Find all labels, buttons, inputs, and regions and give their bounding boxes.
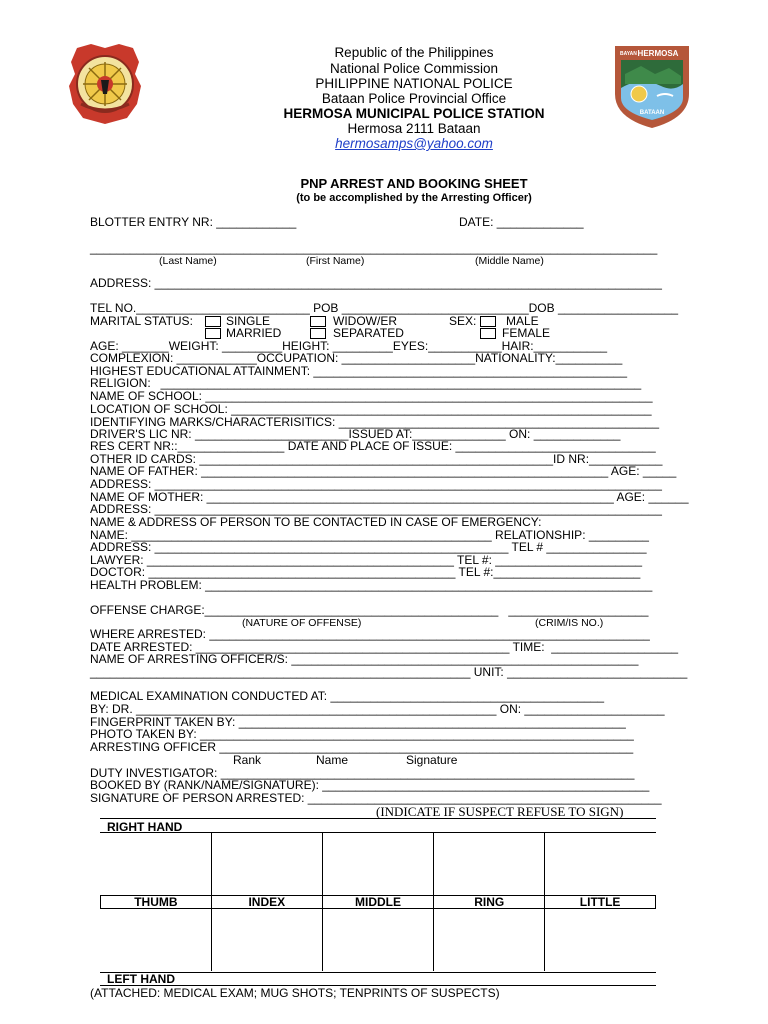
right-thumb-print[interactable] — [101, 832, 212, 895]
doctor-exam-field[interactable]: BY: DR. ______________________________________________________ ON: _____________________ — [90, 702, 665, 716]
finger-label-thumb: THUMB — [101, 895, 212, 908]
health-problem-field[interactable]: HEALTH PROBLEM: ___________________________________________________________________ — [90, 578, 653, 592]
tel-pob-dob-field[interactable]: TEL NO.__________________________ POB ____________________________DOB __________________ — [90, 301, 679, 315]
finger-label-ring: RING — [434, 895, 545, 908]
signature-caption: Signature — [406, 753, 458, 767]
name-line[interactable]: _____________________________________________________________________________________ — [90, 241, 658, 255]
physical-attributes-field[interactable]: AGE: _______WEIGHT: _________HEIGHT: _________EYES:___________HAIR:___________ — [90, 339, 608, 353]
single-label: SINGLE — [226, 314, 271, 328]
header-napolcom: National Police Commission — [329, 61, 499, 76]
separated-checkbox[interactable] — [310, 328, 326, 339]
left-little-print[interactable] — [545, 908, 656, 971]
header-station: HERMOSA MUNICIPAL POLICE STATION — [283, 106, 545, 121]
lawyer-field[interactable]: LAWYER: ______________________________________________ TEL #: ______________________ — [90, 553, 643, 567]
school-location-field[interactable]: LOCATION OF SCHOOL: _______________________________________________________________ — [90, 402, 652, 416]
mother-address-field[interactable]: ADDRESS: ____________________________________________________________________________ — [90, 502, 662, 516]
right-hand-print-grid — [100, 832, 656, 971]
widower-checkbox[interactable] — [310, 316, 326, 327]
separated-label: SEPARATED — [333, 326, 404, 340]
refuse-to-sign-note: (INDICATE IF SUSPECT REFUSE TO SIGN) — [376, 804, 624, 819]
res-cert-field[interactable]: RES CERT NR::________________ DATE AND PLACE OF ISSUE: ______________________________ — [90, 439, 656, 453]
female-checkbox[interactable] — [480, 328, 496, 339]
education-field[interactable]: HIGHEST EDUCATIONAL ATTAINMENT: _______________________________________________ — [90, 364, 628, 378]
school-name-field[interactable]: NAME OF SCHOOL: ___________________________________________________________________ — [90, 389, 653, 403]
suspect-signature-field[interactable]: SIGNATURE OF PERSON ARRESTED: _____________________________________________________ — [90, 791, 662, 805]
first-name-caption: (First Name) — [306, 255, 365, 267]
header-republic: Republic of the Philippines — [334, 45, 494, 60]
offense-charge-field[interactable]: OFFENSE CHARGE:____________________________________________ _____________________ — [90, 603, 649, 617]
complexion-occupation-field[interactable]: COMPLEXION: ____________OCCUPATION: ____________________NATIONALITY:__________ — [90, 351, 623, 365]
arresting-officers-field[interactable]: NAME OF ARRESTING OFFICER/S: ____________________________________________________ — [90, 652, 639, 666]
left-thumb-print[interactable] — [101, 908, 212, 971]
married-checkbox[interactable] — [205, 328, 221, 339]
right-little-print[interactable] — [545, 832, 656, 895]
where-arrested-field[interactable]: WHERE ARRESTED: __________________________________________________________________ — [90, 627, 650, 641]
marital-status-label: MARITAL STATUS: — [90, 314, 193, 328]
date-field[interactable]: DATE: _____________ — [459, 215, 584, 229]
form-subtitle: (to be accomplished by the Arresting Officer) — [296, 192, 532, 204]
duty-investigator-field[interactable]: DUTY INVESTIGATOR: ______________________________________________________________ — [90, 766, 635, 780]
fingerprint-taken-by-field[interactable]: FINGERPRINT TAKEN BY: __________________________________________________________ — [90, 715, 626, 729]
right-middle-print[interactable] — [322, 832, 433, 895]
medical-exam-field[interactable]: MEDICAL EXAMINATION CONDUCTED AT: _________________________________________ — [90, 689, 605, 703]
female-label: FEMALE — [502, 326, 551, 340]
other-id-field[interactable]: OTHER ID CARDS: _____________________________________________________ID NR:___________ — [90, 452, 663, 466]
header-address: Hermosa 2111 Bataan — [347, 121, 481, 136]
form-title: PNP ARREST AND BOOKING SHEET — [300, 176, 528, 191]
finger-label-index: INDEX — [211, 895, 322, 908]
left-index-print[interactable] — [211, 908, 322, 971]
drivers-license-field[interactable]: DRIVER'S LIC NR: _______________________ISSUED AT:______________ ON: _____________ — [90, 427, 621, 441]
male-label: MALE — [506, 314, 539, 328]
right-hand-top-rule — [100, 818, 656, 819]
finger-label-middle: MIDDLE — [322, 895, 433, 908]
booked-by-field[interactable]: BOOKED BY (RANK/NAME/SIGNATURE): _________________________________________________ — [90, 778, 650, 792]
seal-bottom-text: BATAAN — [639, 110, 665, 116]
header-provincial-office: Bataan Police Provincial Office — [321, 91, 507, 106]
identifying-marks-field[interactable]: IDENTIFYING MARKS/CHARACTERISITICS: ________________________________________________ — [90, 415, 660, 429]
left-middle-print[interactable] — [322, 908, 433, 971]
arresting-officer-field[interactable]: ARRESTING OFFICER ______________________________________________________________ — [90, 740, 634, 754]
date-arrested-field[interactable]: DATE ARRESTED: _______________________________________________ TIME: ___________________ — [90, 640, 679, 654]
father-name-field[interactable]: NAME OF FATHER: _____________________________________________________________ AGE: _____ — [90, 464, 677, 478]
mother-name-field[interactable]: NAME OF MOTHER: _____________________________________________________________ AGE: ______ — [90, 490, 689, 504]
name-caption: Name — [316, 753, 349, 767]
emergency-address-field[interactable]: ADDRESS: _____________________________________________________ TEL # _______________ — [90, 540, 647, 554]
nature-of-offense-caption: (NATURE OF OFFENSE) — [242, 617, 362, 629]
sex-label: SEX: — [449, 314, 477, 328]
right-hand-label: RIGHT HAND — [107, 820, 183, 834]
left-hand-label: LEFT HAND — [107, 972, 175, 986]
religion-field[interactable]: RELIGION: ________________________________________________________________________ — [90, 376, 642, 390]
male-checkbox[interactable] — [480, 316, 496, 327]
finger-label-little: LITTLE — [545, 895, 656, 908]
father-address-field[interactable]: ADDRESS: ____________________________________________________________________________ — [90, 477, 662, 491]
header-pnp: PHILIPPINE NATIONAL POLICE — [315, 76, 513, 91]
crim-is-no-caption: (CRIM/IS NO.) — [535, 617, 604, 629]
unit-field[interactable]: _________________________________________________________ UNIT: ___________________________ — [90, 665, 688, 679]
attachments-note: (ATTACHED: MEDICAL EXAM; MUG SHOTS; TENPRINTS OF SUSPECTS) — [90, 986, 500, 1000]
seal-top-text: HERMOSA — [637, 49, 679, 58]
blotter-entry-field[interactable]: BLOTTER ENTRY NR: ____________ — [90, 215, 297, 229]
married-label: MARRIED — [226, 326, 282, 340]
right-ring-print[interactable] — [434, 832, 545, 895]
single-checkbox[interactable] — [205, 316, 221, 327]
middle-name-caption: (Middle Name) — [475, 255, 544, 267]
last-name-caption: (Last Name) — [159, 255, 217, 267]
rank-caption: Rank — [233, 753, 262, 767]
header-email-link[interactable]: hermosamps@yahoo.com — [335, 136, 493, 151]
photo-taken-by-field[interactable]: PHOTO TAKEN BY: _________________________________________________________________ — [90, 727, 634, 741]
doctor-field[interactable]: DOCTOR: ______________________________________________ TEL #:______________________ — [90, 565, 641, 579]
emergency-name-field[interactable]: NAME: ______________________________________________________ RELATIONSHIP: _________ — [90, 528, 649, 542]
left-hand-top-rule — [100, 972, 656, 973]
left-ring-print[interactable] — [434, 908, 545, 971]
right-index-print[interactable] — [211, 832, 322, 895]
address-field[interactable]: ADDRESS: ____________________________________________________________________________ — [90, 276, 662, 290]
seal-top-small: BAYAN — [620, 51, 637, 57]
emergency-contact-heading: NAME & ADDRESS OF PERSON TO BE CONTACTED IN CASE OF EMERGENCY: — [90, 515, 542, 529]
widower-label: WIDOW/ER — [333, 314, 397, 328]
